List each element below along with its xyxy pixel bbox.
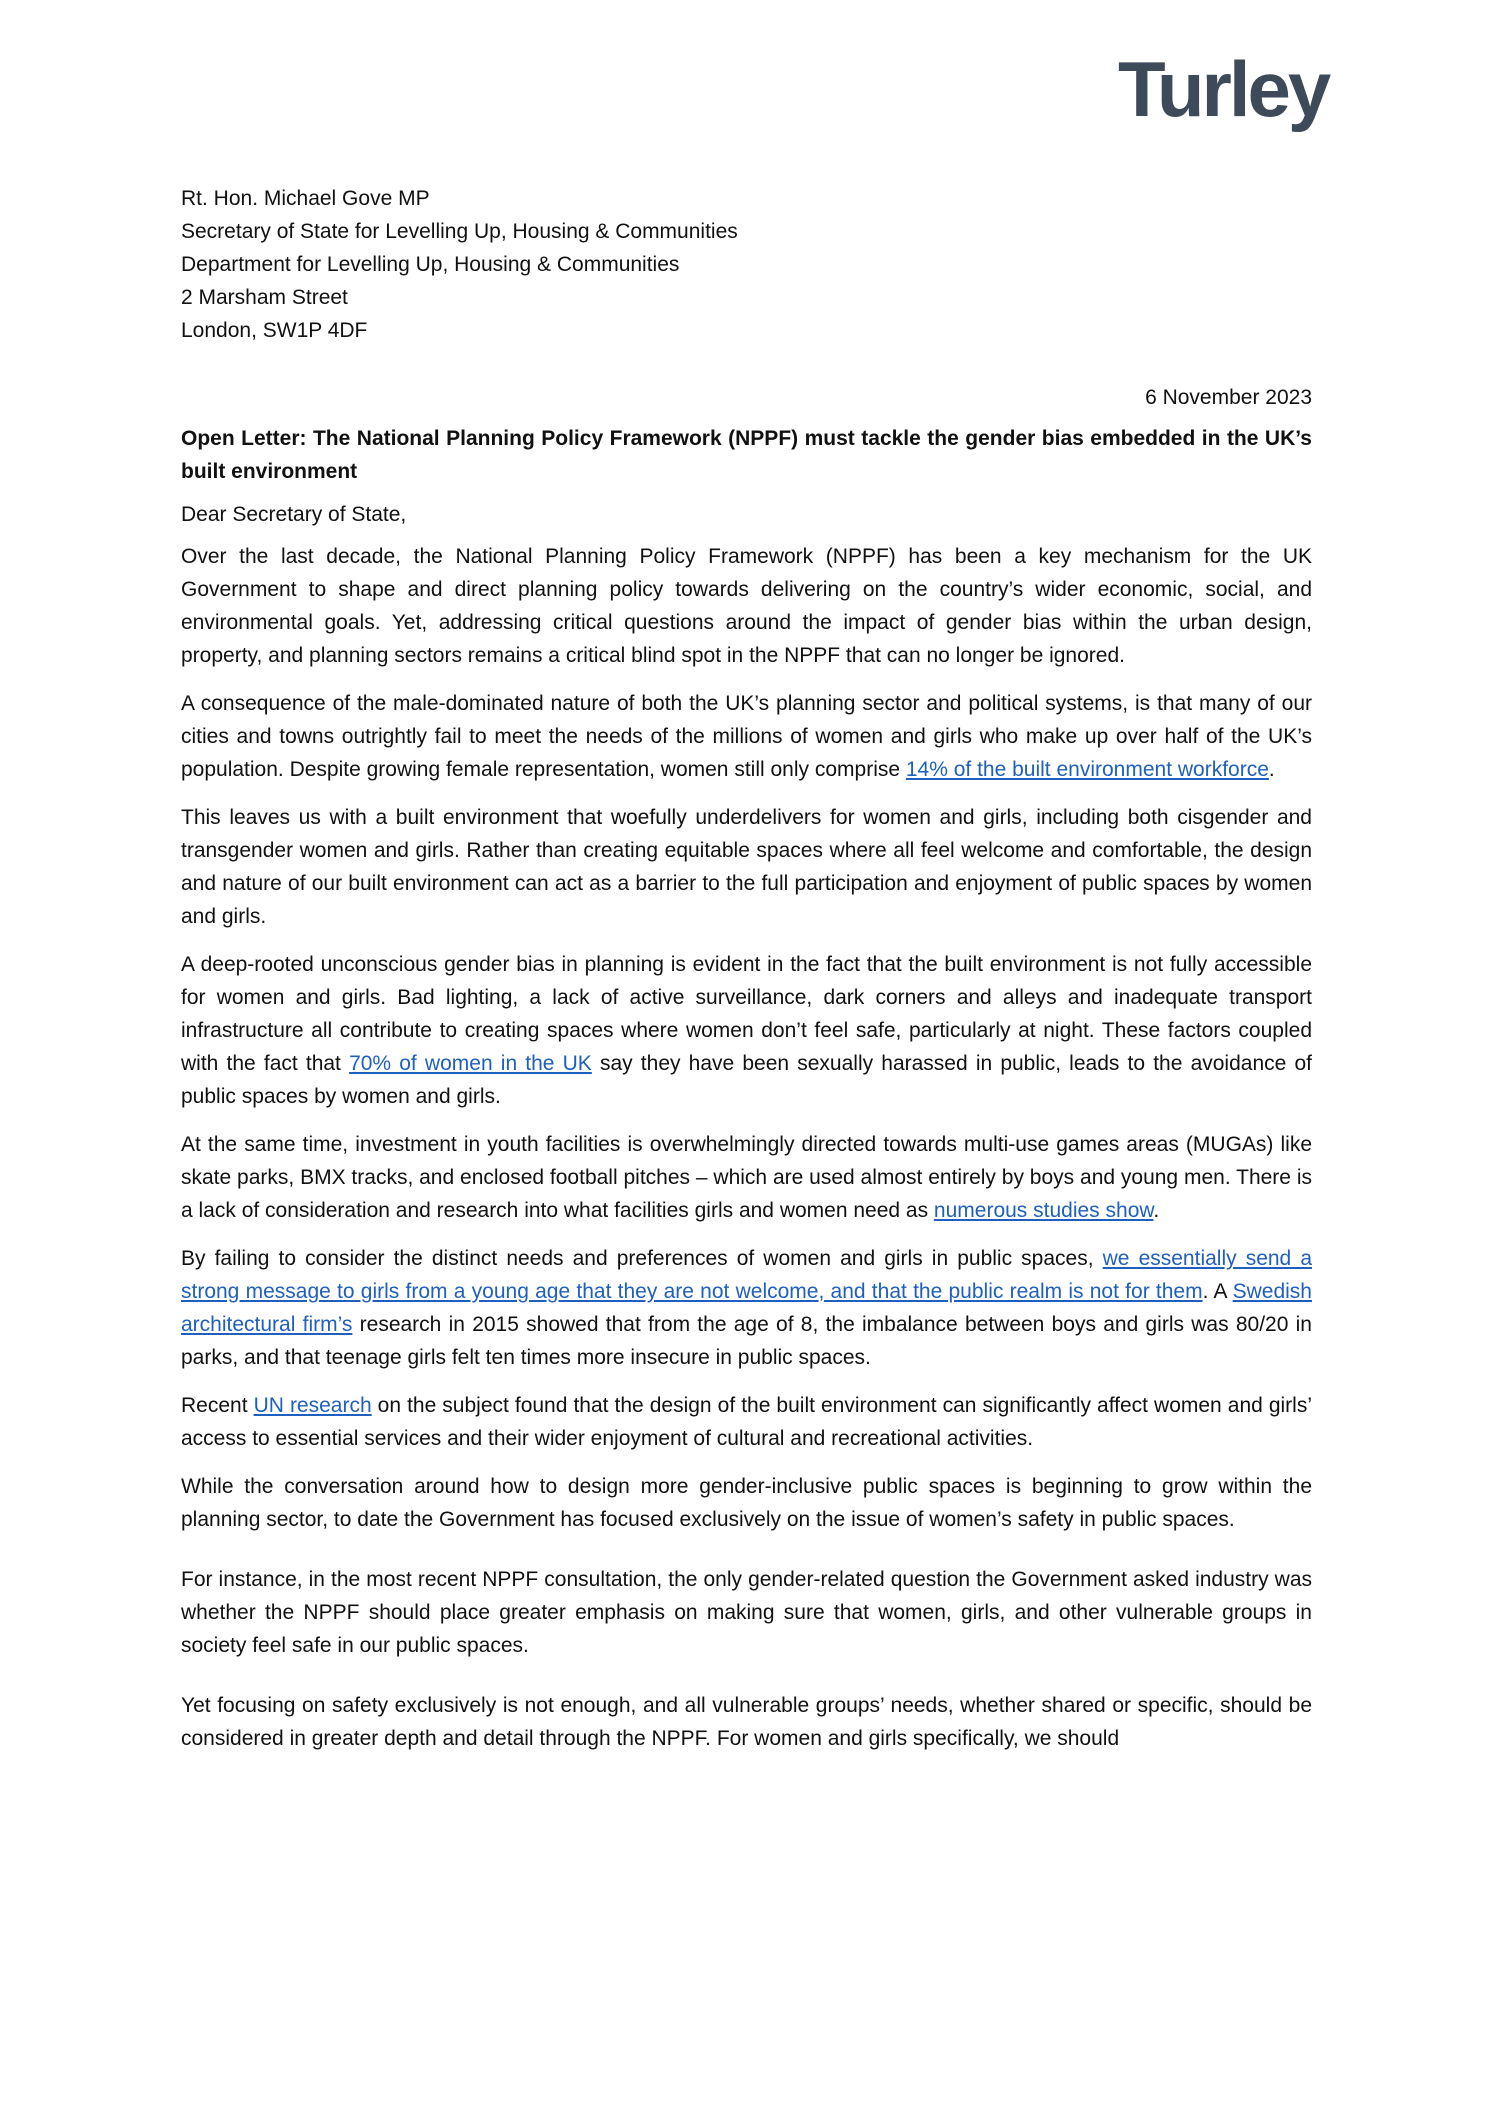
paragraph: By failing to consider the distinct needs and preferences of women and girls in public spaces, we essentially send a strong message to girls from a young age that they are not welcome, and that the public realm is not for them. A Swedish architectural firm’s research in 2015 showed that from the age of 8, the imbalance between boys and girls was 80/20 in parks, and that teenage girls felt ten times more insecure in public spaces. [181, 1247, 1312, 1369]
recipient-address [181, 182, 1312, 347]
address-line: 2 Marsham Street [181, 286, 348, 309]
paragraph: Recent UN research on the subject found that the design of the built environment can significantly affect women and girls’ access to essential services and their wider enjoyment of cultural and recreational activities. [181, 1394, 1313, 1450]
paragraph: Yet focusing on safety exclusively is not enough, and all vulnerable groups’ needs, whether shared or specific, should be considered in greater depth and detail through the NPPF. For women and girls specifically, we should [181, 1694, 1312, 1750]
letter-subject: Open Letter: The National Planning Policy Framework (NPPF) must tackle the gender bias embedded in the UK’s built environment [181, 427, 1312, 483]
paragraph: Over the last decade, the National Planning Policy Framework (NPPF) has been a key mechanism for the UK Government to shape and direct planning policy towards delivering on the country’s wider economic, social, and environmental goals. Yet, addressing critical questions around the impact of gender bias within the urban design, property, and planning sectors remains a critical blind spot in the NPPF that can no longer be ignored. [181, 545, 1312, 667]
paragraph: A consequence of the male-dominated nature of both the UK’s planning sector and political systems, is that many of our cities and towns outrightly fail to meet the needs of the millions of women and girls who make up over half of the UK’s population. Despite growing female representation, women still only comprise 14% of the built environment workforce. [181, 692, 1312, 781]
harassment-stat-link[interactable]: 70% of women in the UK [349, 1052, 592, 1075]
un-research-link[interactable]: UN research [253, 1394, 372, 1417]
salutation: Dear Secretary of State, [181, 503, 407, 526]
address-line: Department for Levelling Up, Housing & Communities [181, 253, 680, 276]
address-line: Secretary of State for Levelling Up, Housing & Communities [181, 220, 738, 243]
studies-link[interactable]: numerous studies show [933, 1199, 1154, 1222]
workforce-stat-link[interactable]: 14% of the built environment workforce [905, 758, 1269, 781]
swedish-firm-link[interactable]: Swedish architectural firm’s [181, 1280, 1312, 1336]
letter-body [181, 182, 1312, 1770]
letter-date: 6 November 2023 [1145, 386, 1312, 409]
address-line: Rt. Hon. Michael Gove MP [181, 187, 430, 210]
paragraph: For instance, in the most recent NPPF consultation, the only gender-related question the Government asked industry was whether the NPPF should place greater emphasis on making sure that women, girls, and other vulnerable groups in society feel safe in our public spaces. [181, 1568, 1312, 1657]
paragraph: This leaves us with a built environment that woefully underdelivers for women and girls, including both cisgender and transgender women and girls. Rather than creating equitable spaces where all feel welcome and comfortable, the design and nature of our built environment can act as a barrier to the full participation and enjoyment of public spaces by women and girls. [181, 806, 1312, 928]
paragraph: While the conversation around how to design more gender-inclusive public spaces is beginning to grow within the planning sector, to date the Government has focused exclusively on the issue of women’s safety in public spaces. [181, 1475, 1312, 1531]
address-line: London, SW1P 4DF [181, 319, 368, 342]
turley-logo: Turley [1118, 45, 1329, 133]
paragraph: A deep-rooted unconscious gender bias in planning is evident in the fact that the built environment is not fully accessible for women and girls. Bad lighting, a lack of active surveillance, dark corners and alleys and inadequate transport infrastructure all contribute to creating spaces where women don’t feel safe, particularly at night. These factors coupled with the fact that 70% of women in the UK say they have been sexually harassed in public, leads to the avoidance of public spaces by women and girls. [181, 953, 1312, 1108]
public-realm-message-link[interactable]: we essentially send a strong message to girls from a young age that they are not welcome, and that the public realm is not for them [181, 1247, 1312, 1303]
paragraph: At the same time, investment in youth facilities is overwhelmingly directed towards multi-use games areas (MUGAs) like skate parks, BMX tracks, and enclosed football pitches – which are used almost entirely by boys and young men. There is a lack of consideration and research into what facilities girls and women need as numerous studies show. [181, 1133, 1312, 1222]
